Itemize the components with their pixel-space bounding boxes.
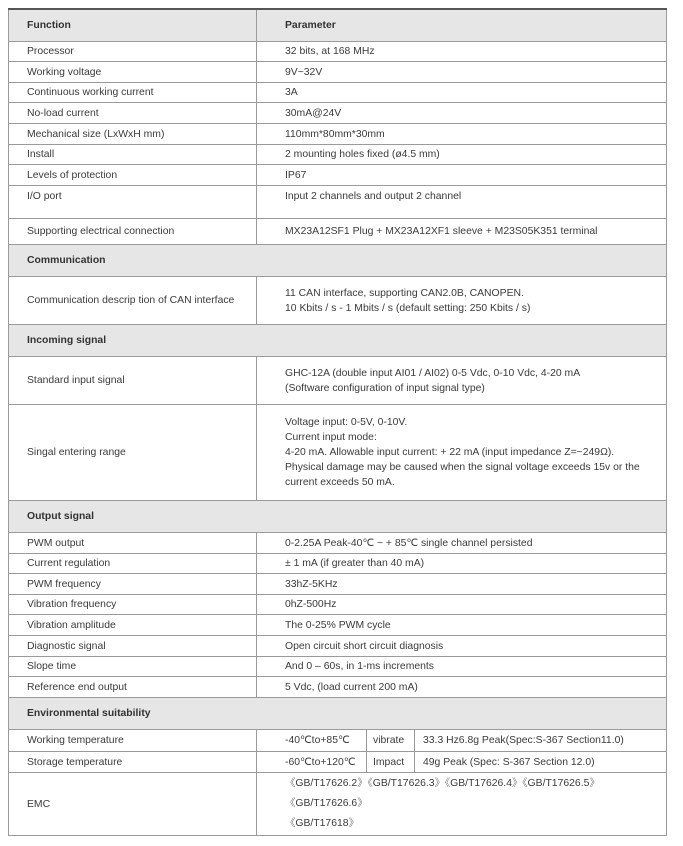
- section-title: Output signal: [9, 501, 667, 533]
- parameter-line: Physical damage may be caused when the signal voltage exceeds 15v or the: [285, 462, 640, 473]
- spec-table: [8, 8, 667, 836]
- parameter-cell: 33hZ-5KHz: [257, 574, 667, 595]
- parameter-line: 10 Kbits / s - 1 Mbits / s (default setting: 250 Kbits / s): [285, 302, 531, 314]
- function-cell: Working voltage: [9, 62, 257, 83]
- table-row: [9, 533, 667, 554]
- parameter-header: Parameter: [257, 9, 667, 42]
- table-row: [9, 636, 667, 657]
- parameter-cell: 5 Vdc, (load current 200 mA): [257, 677, 667, 698]
- table-row: [9, 595, 667, 615]
- function-cell: Diagnostic signal: [9, 636, 257, 657]
- test-type-cell: vibrate: [367, 730, 415, 752]
- function-cell: Storage temperature: [9, 752, 257, 773]
- parameter-cell: [257, 357, 667, 405]
- table-row: [9, 42, 667, 62]
- parameter-cell: 9V~32V: [257, 62, 667, 83]
- section-title: Communication: [9, 245, 667, 277]
- function-cell: Standard input signal: [9, 357, 257, 405]
- section-environmental-suitability: [9, 698, 667, 730]
- function-cell: Slope time: [9, 657, 257, 677]
- section-title: Incoming signal: [9, 325, 667, 357]
- parameter-cell: -40℃to+85℃: [257, 730, 367, 752]
- parameter-line: 11 CAN interface, supporting CAN2.0B, CANOPEN.: [285, 287, 524, 299]
- table-row: [9, 186, 667, 219]
- parameter-cell: And 0 – 60s, in 1-ms increments: [257, 657, 667, 677]
- test-value-cell: 49g Peak (Spec: S-367 Section 12.0): [415, 752, 667, 773]
- parameter-cell: MX23A12SF1 Plug + MX23A12XF1 sleeve + M23S05K351 terminal: [257, 219, 667, 245]
- parameter-cell: -60℃to+120℃: [257, 752, 367, 773]
- function-cell: Singal entering range: [9, 405, 257, 501]
- parameter-cell: ± 1 mA (if greater than 40 mA): [257, 554, 667, 574]
- parameter-line: 《GB/T17618》: [285, 818, 359, 829]
- parameter-line: GHC-12A (double input AI01 / AI02) 0-5 Vdc, 0-10 Vdc, 4-20 mA: [285, 367, 581, 379]
- parameter-cell: 110mm*80mm*30mm: [257, 124, 667, 145]
- parameter-cell: 0-2.25A Peak-40℃ ~ + 85℃ single channel persisted: [257, 533, 667, 554]
- parameter-line: current exceeds 50 mA.: [285, 477, 395, 488]
- table-row: [9, 752, 667, 773]
- parameter-cell: [257, 277, 667, 325]
- test-value-cell: 33.3 Hz6.8g Peak(Spec:S-367 Section11.0): [415, 730, 667, 752]
- table-row: [9, 773, 667, 836]
- parameter-cell: 2 mounting holes fixed (ø4.5 mm): [257, 145, 667, 165]
- parameter-line: Voltage input: 0-5V, 0-10V.: [285, 417, 408, 428]
- test-type-cell: Impact: [367, 752, 415, 773]
- table-row: [9, 83, 667, 103]
- function-cell: Mechanical size (LxWxH mm): [9, 124, 257, 145]
- parameter-cell: [257, 405, 667, 501]
- function-cell: Current regulation: [9, 554, 257, 574]
- table-row: [9, 574, 667, 595]
- parameter-cell: Input 2 channels and output 2 channel: [257, 186, 667, 219]
- table-row: [9, 219, 667, 245]
- table-row: [9, 124, 667, 145]
- parameter-cell: 0hZ-500Hz: [257, 595, 667, 615]
- function-cell: Vibration frequency: [9, 595, 257, 615]
- table-row: [9, 554, 667, 574]
- table-row: [9, 357, 667, 405]
- function-cell: Install: [9, 145, 257, 165]
- parameter-line: Current input mode:: [285, 432, 377, 443]
- table-row: [9, 730, 667, 752]
- table-row: [9, 277, 667, 325]
- table-row: [9, 657, 667, 677]
- function-cell: Supporting electrical connection: [9, 219, 257, 245]
- parameter-cell: IP67: [257, 165, 667, 186]
- table-header: [9, 9, 667, 42]
- parameter-cell: 32 bits, at 168 MHz: [257, 42, 667, 62]
- spec-table-container: [8, 8, 667, 836]
- function-cell: PWM output: [9, 533, 257, 554]
- parameter-line: 《GB/T17626.2》《GB/T17626.3》《GB/T17626.4》《GB/T17626.5》: [285, 778, 600, 789]
- function-header: Function: [9, 9, 257, 42]
- function-cell: No-load current: [9, 103, 257, 124]
- parameter-cell: 3A: [257, 83, 667, 103]
- parameter-line: 《GB/T17626.6》: [285, 798, 368, 809]
- function-cell: Working temperature: [9, 730, 257, 752]
- function-cell: Vibration amplitude: [9, 615, 257, 636]
- parameter-cell: The 0-25% PWM cycle: [257, 615, 667, 636]
- table-row: [9, 405, 667, 501]
- table-row: [9, 677, 667, 698]
- section-title: Environmental suitability: [9, 698, 667, 730]
- section-incoming-signal: [9, 325, 667, 357]
- function-cell: Levels of protection: [9, 165, 257, 186]
- function-cell: EMC: [9, 773, 257, 836]
- function-cell: Processor: [9, 42, 257, 62]
- parameter-cell: Open circuit short circuit diagnosis: [257, 636, 667, 657]
- parameter-cell: 30mA@24V: [257, 103, 667, 124]
- table-row: [9, 62, 667, 83]
- section-output-signal: [9, 501, 667, 533]
- parameter-line: (Software configuration of input signal type): [285, 382, 485, 394]
- function-cell: Continuous working current: [9, 83, 257, 103]
- section-communication: [9, 245, 667, 277]
- function-cell: Communication descrip tion of CAN interface: [9, 277, 257, 325]
- function-cell: PWM frequency: [9, 574, 257, 595]
- parameter-line: 4-20 mA. Allowable input current: + 22 mA (input impedance Z=~249Ω).: [285, 447, 615, 458]
- table-row: [9, 145, 667, 165]
- table-row: [9, 103, 667, 124]
- function-cell: Reference end output: [9, 677, 257, 698]
- function-cell: I/O port: [9, 186, 257, 219]
- table-row: [9, 165, 667, 186]
- table-row: [9, 615, 667, 636]
- parameter-cell: [257, 773, 667, 836]
